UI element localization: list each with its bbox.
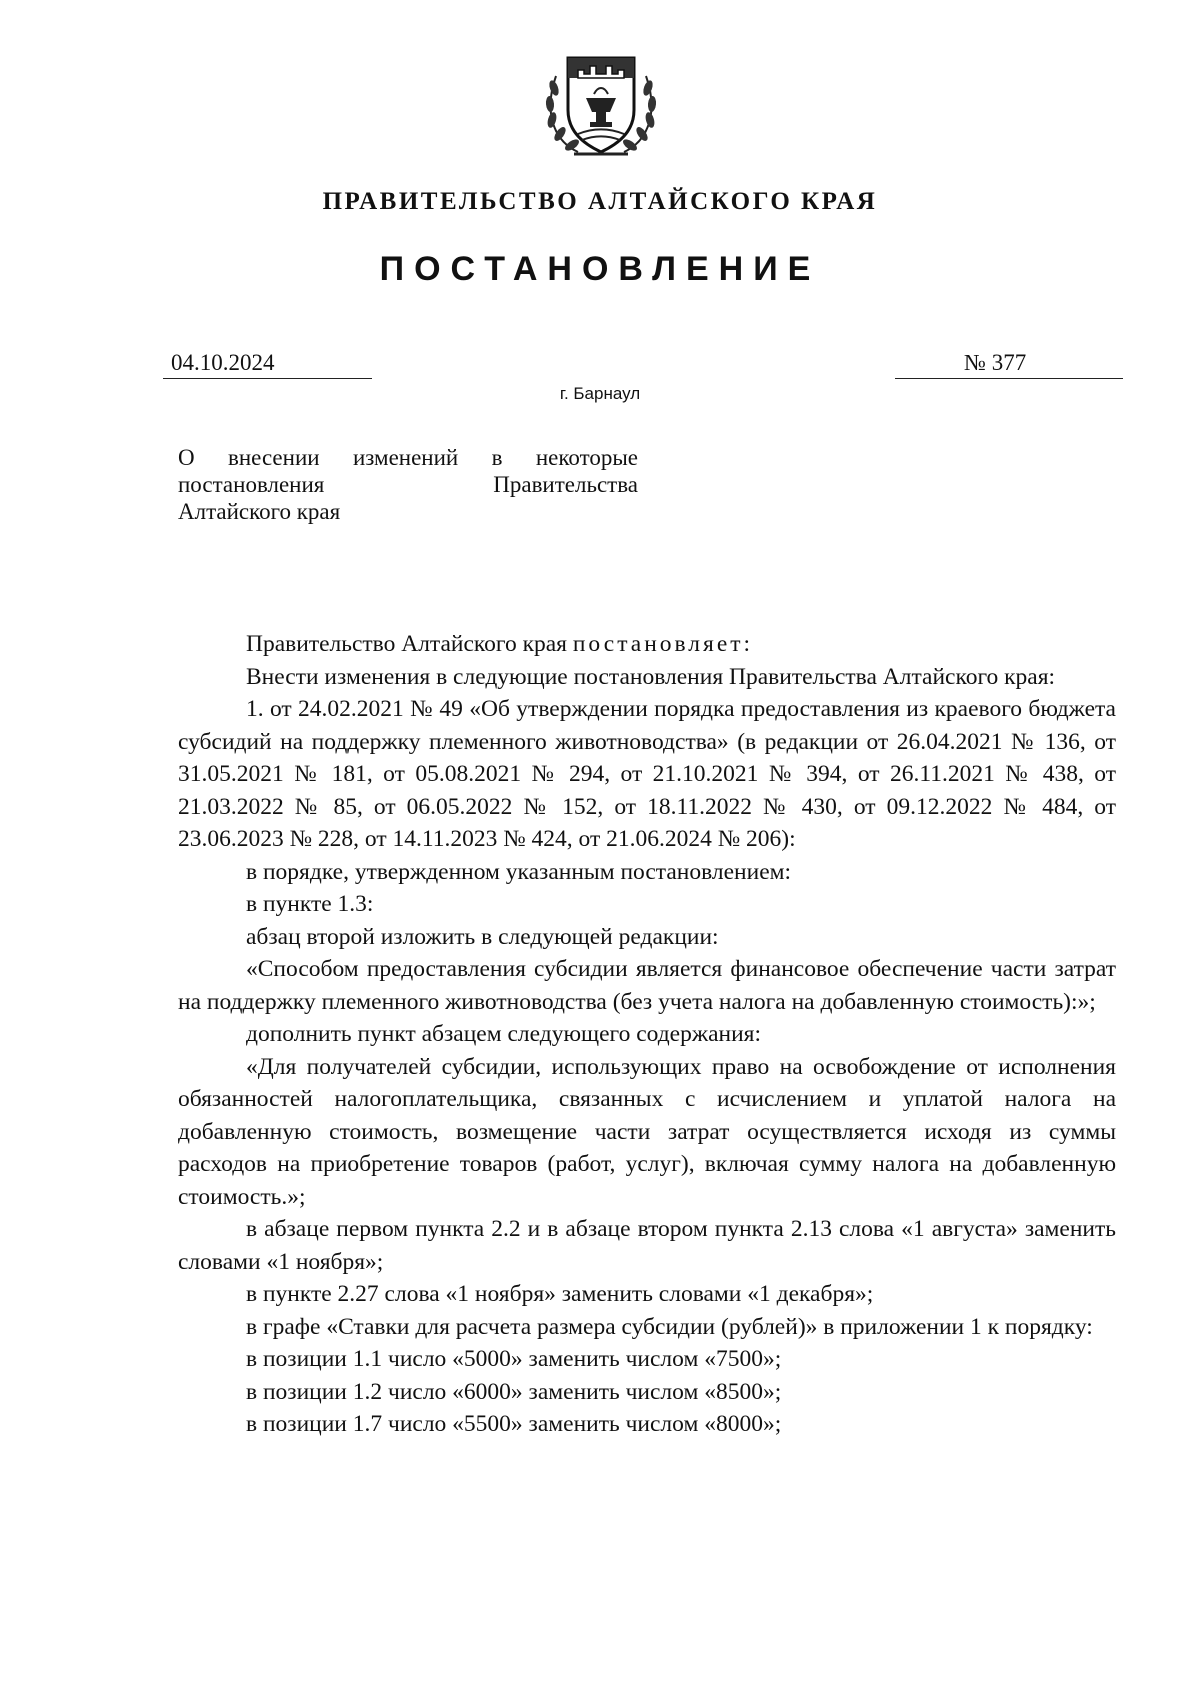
body-paragraph: 1. от 24.02.2021 № 49 «Об утверждении порядка предоставления из краевого бюджета субсидий на поддержку племенного животноводства» (в редакции от 26.04.2021 № 136, от 31.05.2021 № 181, от 05.08.2021 № 294, от 21.10.2021 № 394, от 26.11.2021 № 438, от 21.03.2022 № 85, от 06.05.2022 № 152, от 18.11.2022 № 430, от 09.12.2022 № 484, от 23.06.2023 № 228, от 14.11.2023 № 424, от 21.06.2024 № 206): bbox=[178, 696, 1116, 852]
date-field bbox=[163, 350, 372, 379]
preamble-verb: постановляет bbox=[572, 631, 744, 657]
body-paragraph: дополнить пункт абзацем следующего содержания: bbox=[246, 1021, 762, 1047]
body-paragraph: «Для получателей субсидии, использующих право на освобождение от исполнения обязанностей налогоплательщика, связанных с исчислением и уплатой налога на добавленную стоимость, возмещение части затрат осуществляется исходя из суммы расходов на приобретение товаров (работ, услуг), включая сумму налога на добавленную стоимость.»; bbox=[178, 1053, 1116, 1210]
body-paragraph: в порядке, утвержденном указанным постановлением: bbox=[246, 858, 792, 885]
document-date: 04.10.2024 bbox=[171, 350, 275, 375]
city-label: г. Барнаул bbox=[559, 384, 641, 403]
body-paragraph: в позиции 1.2 число «6000» заменить числом «8500»; bbox=[246, 1378, 782, 1405]
coat-of-arms-icon bbox=[538, 48, 664, 160]
body-paragraph: абзац второй изложить в следующей редакции: bbox=[246, 923, 719, 950]
number-underline bbox=[895, 378, 1123, 379]
body-paragraph: в позиции 1.7 число «5500» заменить числом «8000»; bbox=[246, 1411, 782, 1437]
preamble: Правительство Алтайского края постановляет: bbox=[246, 631, 751, 657]
body-paragraph: в графе «Ставки для расчета размера субсидии (рублей)» в приложении 1 к порядку: bbox=[246, 1313, 1093, 1340]
body-paragraph: Внести изменения в следующие постановления Правительства Алтайского края: bbox=[246, 663, 1056, 690]
body-paragraph: «Способом предоставления субсидии является финансовое обеспечение части затрат на поддержку племенного животноводства (без учета налога на добавленную стоимость):»; bbox=[178, 956, 1116, 1015]
subject-line: О внесении изменений в некоторые bbox=[178, 445, 638, 470]
document-subject bbox=[178, 444, 638, 525]
body-paragraph: в пункте 2.27 слова «1 ноября» заменить словами «1 декабря»; bbox=[246, 1281, 874, 1307]
document-type-title: ПОСТАНОВЛЕНИЕ bbox=[379, 250, 821, 288]
document-body bbox=[178, 628, 1116, 1441]
subject-line: Алтайского края bbox=[178, 499, 341, 524]
government-title: ПРАВИТЕЛЬСТВО АЛТАЙСКОГО КРАЯ bbox=[322, 188, 878, 215]
subject-line: постановления Правительства bbox=[178, 472, 638, 497]
body-paragraph: в абзаце первом пункта 2.2 и в абзаце втором пункта 2.13 слова «1 августа» заменить словами «1 ноября»; bbox=[178, 1216, 1116, 1275]
body-paragraph: в позиции 1.1 число «5000» заменить числом «7500»; bbox=[246, 1346, 782, 1372]
body-paragraph: в пункте 1.3: bbox=[246, 891, 374, 917]
document-number: № 377 bbox=[964, 350, 1027, 375]
